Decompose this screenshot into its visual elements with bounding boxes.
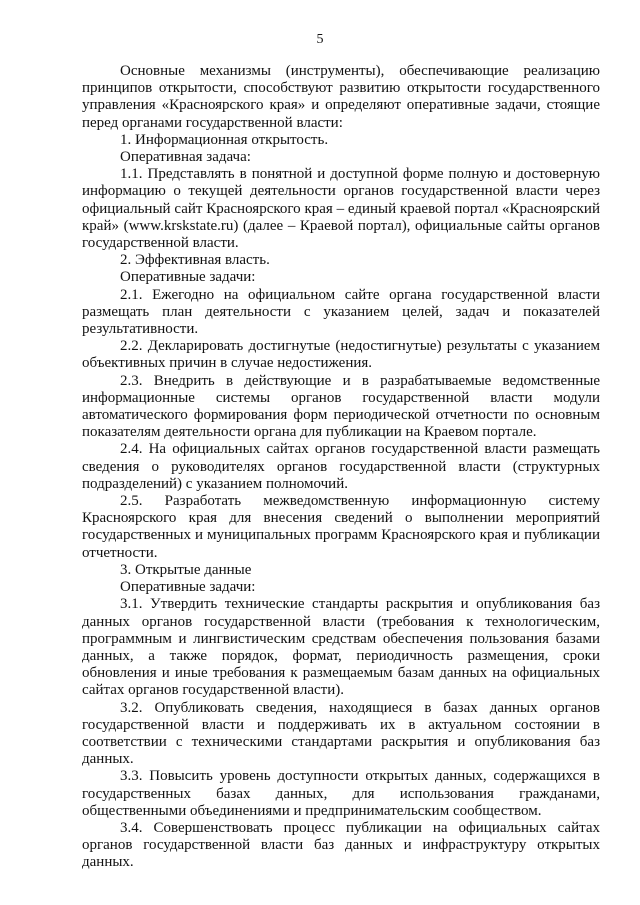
document-body: [82, 63, 600, 872]
paragraph: 2.1. Ежегодно на официальном сайте органа государственной власти размещать план деятельности с указанием целей, задач и показателей результативности.: [82, 286, 600, 338]
paragraph: 2.2. Декларировать достигнутые (недостигнутые) результаты с указанием объективных причин в случае недостижения.: [82, 338, 600, 372]
paragraph: 3. Открытые данные: [120, 561, 252, 578]
paragraph: 2.5. Разработать межведомственную информационную систему Красноярского края для внесения сведений о выполнении мероприятий государственных и муниципальных программ Красноярского края и публикации отчетности.: [82, 493, 600, 561]
paragraph: 2.4. На официальных сайтах органов государственной власти размещать сведения о руководителях органов государственной власти (структурных подразделений) с указанием полномочий.: [82, 441, 600, 492]
paragraph: 1.1. Представлять в понятной и доступной форме полную и достоверную информацию о текущей деятельности органов государственной власти через официальный сайт Красноярского края – единый краевой портал «Красноярский край» (www.krskstate.ru) (далее – Краевой портал), официальные сайты органов государственной власти.: [82, 166, 600, 252]
paragraph: Основные механизмы (инструменты), обеспечивающие реализацию принципов открытости, способствуют развитию открытости государственного управления «Красноярского края» и определяют оперативные задачи, стоящие перед органами государственной власти:: [82, 63, 600, 131]
paragraph: 2.3. Внедрить в действующие и в разрабатываемые ведомственные информационные системы органов государственной власти модули автоматического формирования форм периодической отчетности по основным показателям деятельности органа для публикации на Краевом портале.: [82, 372, 600, 441]
paragraph: 3.4. Совершенствовать процесс публикации на официальных сайтах органов государственной власти баз данных и инфраструктуру открытых данных.: [82, 819, 600, 871]
paragraph: 3.2. Опубликовать сведения, находящиеся в базах данных органов государственной власти и поддерживать их в актуальном состоянии в соответствии с техническими стандартами раскрытия и опубликования баз данных.: [82, 699, 600, 768]
paragraph: Оперативная задача:: [120, 149, 251, 166]
paragraph: 3.3. Повысить уровень доступности открытых данных, содержащихся в государственных базах данных, для использования гражданами, общественными объединениями и предпринимательским сообществом.: [82, 768, 600, 819]
page-number: 5: [316, 32, 324, 47]
paragraph: 3.1. Утвердить технические стандарты раскрытия и опубликования баз данных органов государственной власти (требования к технологическим, программным и лингвистическим средствам обеспечения пользования базами данных, а также порядок, формат, периодичность размещения, сроки обновления и иные требования к размещаемым базам данных на официальных сайтах органов государственной власти).: [82, 596, 600, 699]
paragraph: 2. Эффективная власть.: [120, 252, 270, 269]
paragraph: Оперативные задачи:: [120, 269, 256, 286]
paragraph: Оперативные задачи:: [120, 579, 256, 596]
paragraph: 1. Информационная открытость.: [120, 131, 329, 148]
